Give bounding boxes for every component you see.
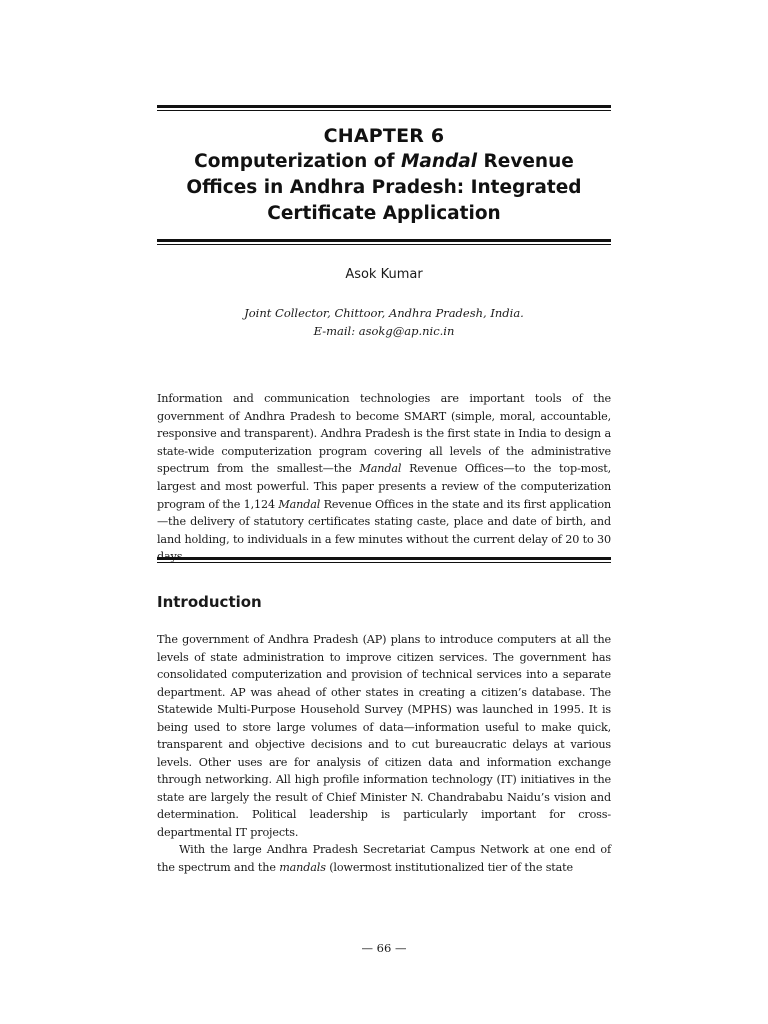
abstract-text-2: Revenue Offices—to the top-most, largest and most powerful. This paper presents a review of the computerization program of the 1,124 (157, 462, 611, 511)
abstract-text-3: Revenue Offices in the state and its first application—the delivery of statutory certificates stating caste, place and date of birth, and land holding, to individuals in a few minutes without the current delay of 20 to 30 days. (157, 497, 612, 564)
paragraph-2-text-1: With the large Andhra Pradesh Secretariat Campus Network at one end of the spectrum and the (157, 843, 611, 874)
author-affiliation-block (157, 304, 611, 340)
author-email: E-mail: asokg@ap.nic.in (313, 324, 455, 338)
introduction-body (157, 631, 611, 876)
chapter-title-part1: Computerization of (194, 151, 401, 172)
author-name: Asok Kumar (345, 267, 423, 282)
chapter-title (157, 149, 611, 227)
chapter-label: CHAPTER 6 (323, 125, 445, 147)
paragraph-2-text-2: (lowermost institutionalized tier of the state (325, 860, 573, 874)
abstract-text-1: Information and communication technologies are important tools of the government of Andhra Pradesh to become SMART (simple, moral, accountable, responsive and transparent). Andhra Pradesh is the first state in India to design a state-wide computerization program covering all levels of the administrative spectrum from the smallest—the (157, 392, 611, 476)
introduction-paragraph-2 (157, 841, 611, 876)
abstract-bottom-double-rule (157, 557, 611, 563)
abstract (157, 390, 611, 566)
introduction-paragraph-1: The government of Andhra Pradesh (AP) plans to introduce computers at all the levels of state administration to improve citizen services. The government has consolidated computerization and provision of technical services into a separate department. AP was ahead of other states in creating a citizen’s database. The Statewide Multi-Purpose Household Survey (MPHS) was launched in 1995. It is being used to store large volumes of data—information useful to make quick, transparent and objective decisions and to cut bureaucratic delays at various levels. Other uses are for analysis of citizen data and information exchange through networking. All high profile information technology (IT) initiatives in the state are largely the result of Chief Minister N. Chandrababu Naidu’s vision and determination. Political leadership is particularly important for cross-departmental IT projects. (157, 633, 611, 839)
chapter-title-part2: Revenue Offices in Andhra Pradesh: Integrated Certificate Application (186, 151, 582, 224)
page-number: — 66 — (361, 941, 407, 955)
abstract-italic-1: Mandal (359, 462, 402, 476)
section-heading-introduction: Introduction (157, 593, 262, 611)
chapter-title-italic: Mandal (400, 151, 478, 172)
author-affiliation: Joint Collector, Chittoor, Andhra Pradesh, India. (244, 306, 524, 320)
top-double-rule (157, 105, 611, 111)
abstract-italic-2: Mandal (278, 497, 321, 511)
chapter-heading (157, 123, 611, 227)
paragraph-2-italic: mandals (279, 860, 326, 874)
title-bottom-double-rule (157, 239, 611, 245)
